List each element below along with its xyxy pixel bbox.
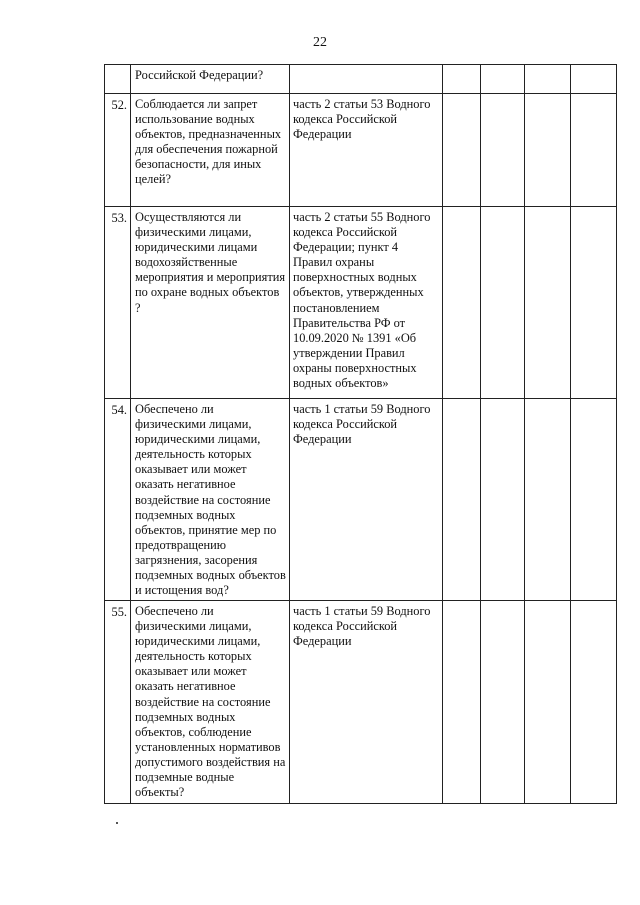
answer-cell-yes: [443, 65, 481, 94]
answer-cell-not-applicable: [525, 399, 571, 601]
answer-cell-note: [571, 601, 617, 804]
legal-reference-cell: часть 2 статьи 53 Водного кодекса Российской Федерации: [290, 94, 443, 207]
answer-cell-note: [571, 94, 617, 207]
question-cell: Соблюдается ли запрет использование водных объектов, предназначенных для обеспечения пожарной безопасности, для иных целей?: [131, 94, 290, 207]
legal-reference-cell: часть 1 статьи 59 Водного кодекса Российской Федерации: [290, 399, 443, 601]
row-number: 54.: [105, 399, 131, 601]
legal-reference-cell: часть 2 статьи 55 Водного кодекса Российской Федерации; пункт 4 Правил охраны поверхностных водных объектов, утвержденных постановлением Правительства РФ от 10.09.2020 № 1391 «Об утверждении Правил охраны поверхностных водных объектов»: [290, 207, 443, 399]
answer-cell-not-applicable: [525, 601, 571, 804]
answer-cell-not-applicable: [525, 65, 571, 94]
legal-reference-cell: [290, 65, 443, 94]
table-row-52: [105, 94, 617, 207]
answer-cell-no: [481, 65, 525, 94]
answer-cell-yes: [443, 94, 481, 207]
row-number: 55.: [105, 601, 131, 804]
table-row-continuation: [105, 65, 617, 94]
question-cell: Обеспечено ли физическими лицами, юридическими лицами, деятельность которых оказывает или может оказать негативное воздействие на состояние подземных водных объектов, принятие мер по предотвращению загрязнения, засорения подземных водных объектов и истощения вод?: [131, 399, 290, 601]
page-number: 22: [313, 35, 327, 50]
answer-cell-no: [481, 399, 525, 601]
answer-cell-note: [571, 207, 617, 399]
table-row-55: [105, 601, 617, 804]
answer-cell-no: [481, 601, 525, 804]
answer-cell-yes: [443, 207, 481, 399]
question-cell: Обеспечено ли физическими лицами, юридическими лицами, деятельность которых оказывает или может оказать негативное воздействие на состояние подземных водных объектов, соблюдение установленных нормативов допустимого воздействия на подземные водные объекты?: [131, 601, 290, 804]
legal-reference-cell: часть 1 статьи 59 Водного кодекса Российской Федерации: [290, 601, 443, 804]
answer-cell-note: [571, 399, 617, 601]
row-number: 53.: [105, 207, 131, 399]
table-row-53: [105, 207, 617, 399]
answer-cell-no: [481, 94, 525, 207]
answer-cell-not-applicable: [525, 207, 571, 399]
table-row-54: [105, 399, 617, 601]
answer-cell-not-applicable: [525, 94, 571, 207]
scan-artifact-dot: [116, 822, 118, 824]
answer-cell-yes: [443, 399, 481, 601]
answer-cell-yes: [443, 601, 481, 804]
checklist-table: [104, 64, 617, 804]
row-number: [105, 65, 131, 94]
row-number: 52.: [105, 94, 131, 207]
answer-cell-no: [481, 207, 525, 399]
question-cell: Российской Федерации?: [131, 65, 290, 94]
question-cell: Осуществляются ли физическими лицами, юридическими лицами водохозяйственные мероприятия и мероприятия по охране водных объектов ?: [131, 207, 290, 399]
answer-cell-note: [571, 65, 617, 94]
